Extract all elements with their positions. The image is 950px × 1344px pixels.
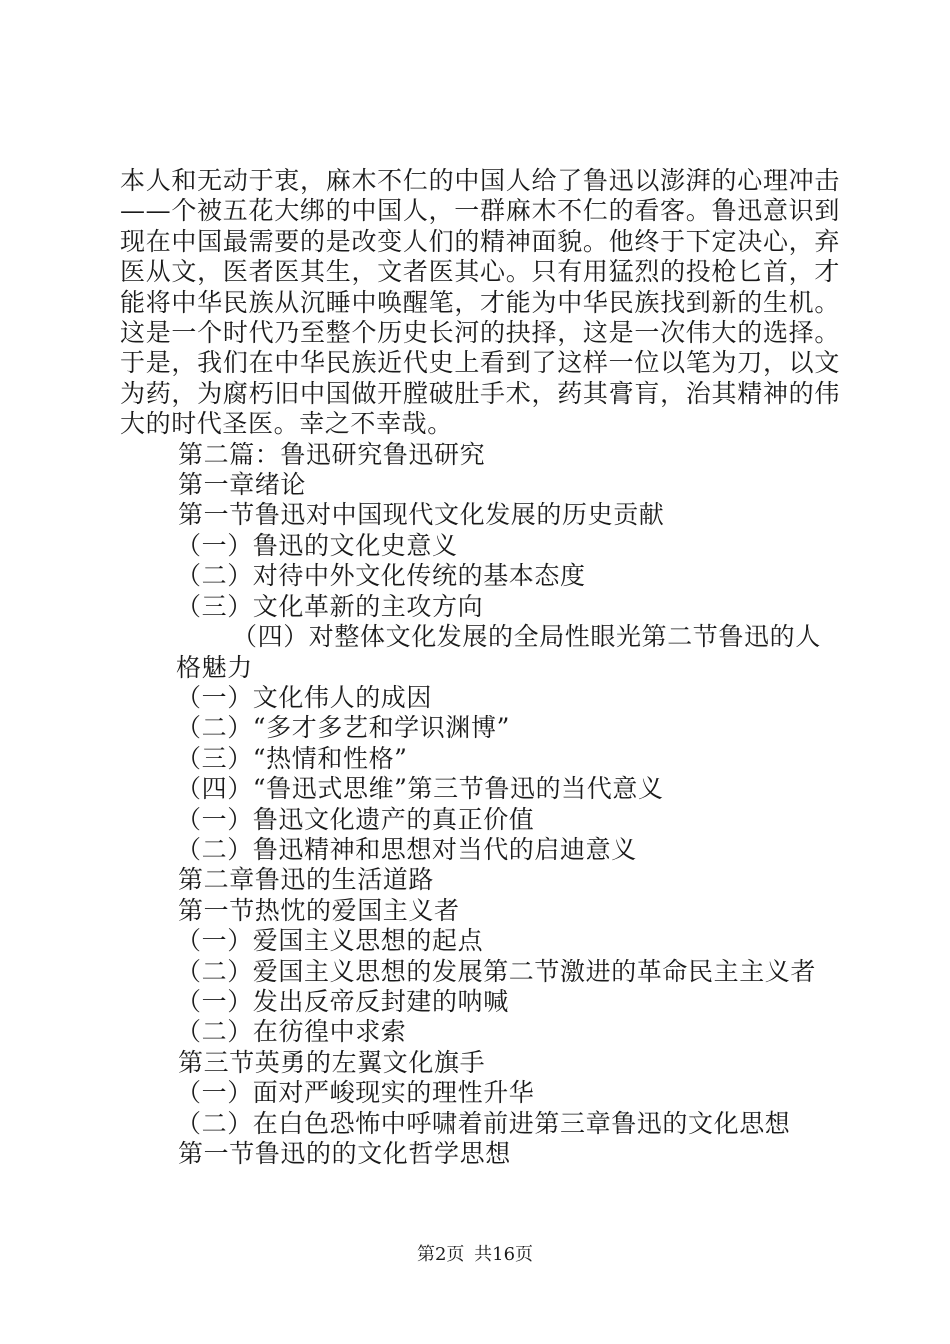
outline-item: （四）对整体文化发展的全局性眼光第二节鲁迅的人格魅力 (176, 622, 821, 682)
outline-item: （二）鲁迅精神和思想对当代的启迪意义 (176, 834, 637, 864)
outline-item: （一）鲁迅的文化史意义 (176, 530, 458, 560)
heading-chapter-2: 第二章鲁迅的生活道路 (178, 865, 435, 895)
outline-item: （二）在彷徨中求索 (176, 1017, 407, 1047)
outline-item: （一）发出反帝反封建的呐喊 (176, 986, 509, 1016)
heading-chapter-1: 第一章绪论 (178, 470, 307, 500)
outline-item: （二）爱国主义思想的发展第二节激进的革命民主主义者 (176, 956, 817, 986)
outline-item: （二）对待中外文化传统的基本态度 (176, 561, 586, 591)
page-number: 第2页 (416, 1244, 465, 1265)
page-total: 共16页 (474, 1244, 534, 1265)
outline-item: （三）“热情和性格” (176, 743, 408, 773)
heading-section: 第一节热忱的爱国主义者 (178, 895, 460, 925)
outline-item: （一）文化伟人的成因 (176, 682, 433, 712)
outline-item: （二）“多才多艺和学识渊博” (176, 713, 510, 743)
heading-part-2: 第二篇：鲁迅研究鲁迅研究 (178, 439, 486, 469)
heading-section: 第三节英勇的左翼文化旗手 (178, 1047, 486, 1077)
outline-item: （一）鲁迅文化遗产的真正价值 (176, 804, 535, 834)
outline-item: （一）面对严峻现实的理性升华 (176, 1078, 535, 1108)
outline-item: （三）文化革新的主攻方向 (176, 591, 484, 621)
body-paragraph: 本人和无动于衷，麻木不仁的中国人给了鲁迅以澎湃的心理冲击——个被五花大绑的中国人，一群麻木不仁的看客。鲁迅意识到现在中国最需要的是改变人们的精神面貌。他终于下定决心，弃医从文，医者医其生，文者医其心。只有用猛烈的投枪匕首，才能将中华民族从沉睡中唤醒笔，才能为中华民族找到新的生机。这是一个时代乃至整个历史长河的抉择，这是一次伟大的选择。于是，我们在中华民族近代史上看到了这样一位以笔为刀，以文为药，为腐朽旧中国做开膛破肚手术，药其膏肓，治其精神的伟大的时代圣医。幸之不幸哉。 (120, 166, 840, 439)
outline-item: （一）爱国主义思想的起点 (176, 926, 484, 956)
page-footer (0, 1244, 950, 1266)
outline-item: （二）在白色恐怖中呼啸着前进第三章鲁迅的文化思想 (176, 1108, 791, 1138)
heading-section: 第一节鲁迅对中国现代文化发展的历史贡献 (178, 500, 665, 530)
document-body (120, 166, 840, 1169)
outline-item: （四）“鲁迅式思维”第三节鲁迅的当代意义 (176, 774, 664, 804)
heading-section: 第一节鲁迅的的文化哲学思想 (178, 1139, 511, 1168)
